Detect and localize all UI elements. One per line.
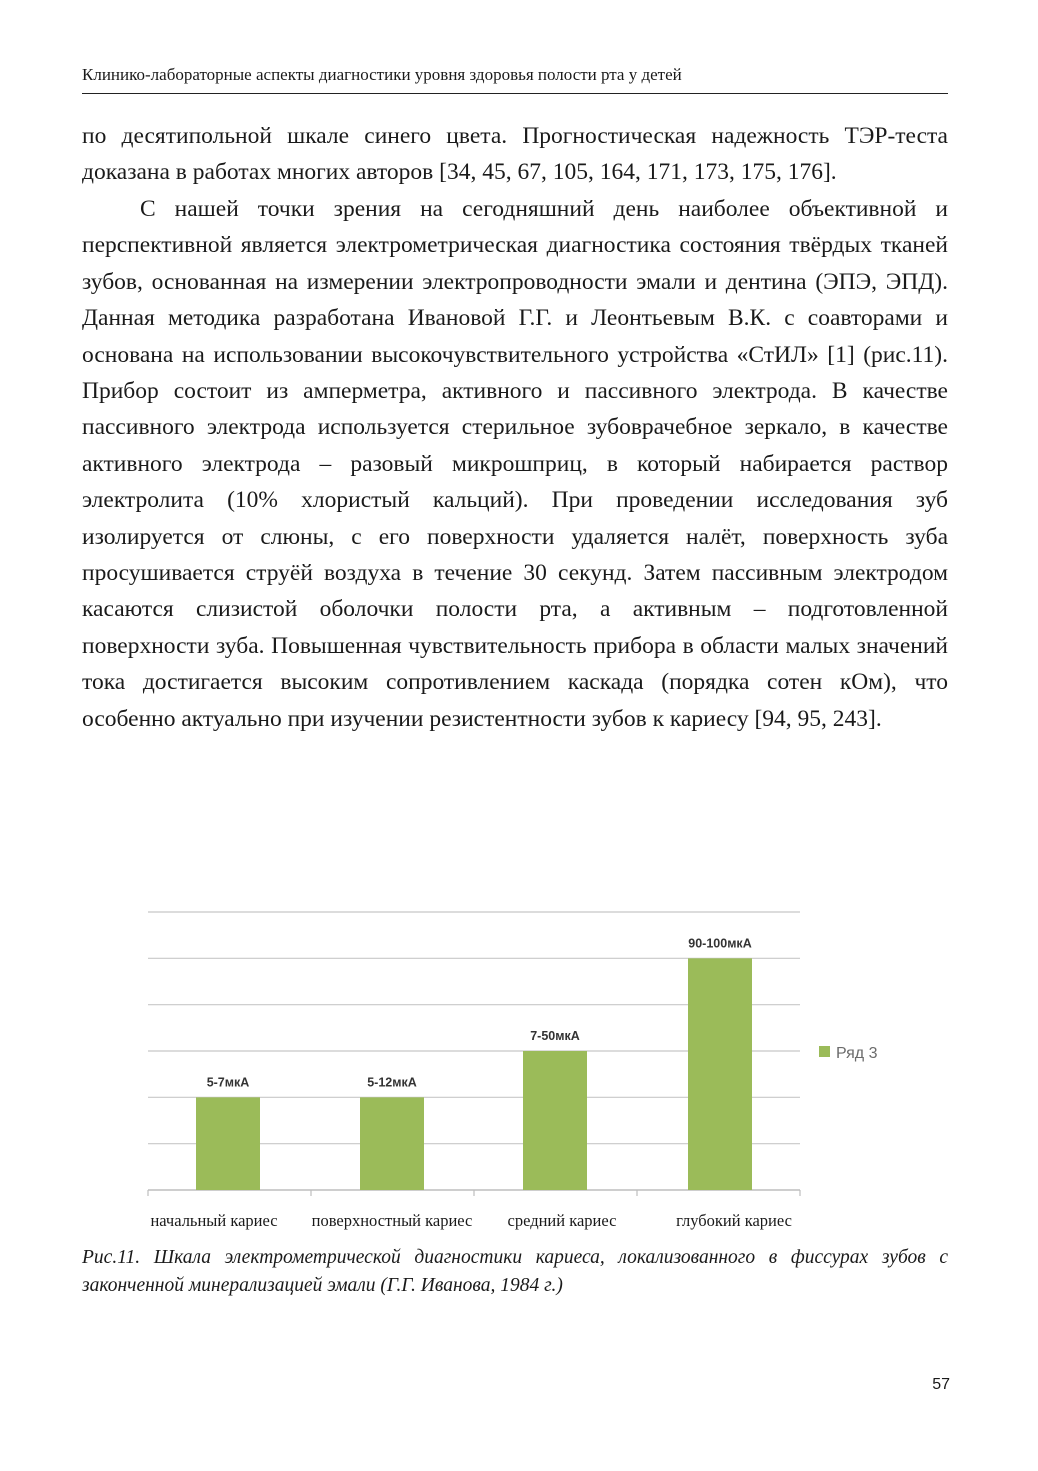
- bar: [688, 958, 752, 1190]
- data-label: 7-50мкА: [530, 1029, 580, 1043]
- page-number: 57: [932, 1376, 950, 1393]
- category-label: начальный кариес: [150, 1211, 278, 1230]
- figure-caption: Рис.11. Шкала электрометрической диагностики кариеса, локализованного в фиссурах зубов с законченной минерализацией эмали (Г.Г. Иванова, 1984 г.): [82, 1247, 948, 1296]
- data-label: 5-7мкА: [206, 1075, 250, 1090]
- category-label: глубокий кариес: [676, 1211, 792, 1230]
- data-label: 5-12мкА: [367, 1075, 417, 1090]
- bar: [196, 1097, 260, 1190]
- running-head: Клинико-лабораторные аспекты диагностики уровня здоровья полости рта у детей: [82, 64, 948, 94]
- category-label: поверхностный кариес: [311, 1211, 473, 1230]
- legend-label: Ряд 3: [836, 1045, 878, 1062]
- legend-swatch: [819, 1046, 830, 1057]
- bar: [523, 1051, 587, 1190]
- body-paragraph-2: С нашей точки зрения на сегодняшний день наиболее объективной и перспективной является электрометрическая диагностика состояния твёрдых тканей зубов, основанная на измерении электропроводности эмали и дентина (ЭПЭ, ЭПД). Данная методика разработана Ивановой Г.Г. и Леонтьевым В.К. с соавторами и основана на использовании высокочувствительного устройства «СтИЛ» [1] (рис.11). Прибор состоит из амперметра, активного и пассивного электрода. В качестве пассивного электрода используется стерильное зубоврачебное зеркало, в качестве активного электрода – разовый микрошприц, в который набирается раствор электролита (10% хлористый кальций). При проведении исследования зуб изолируется от слюны, с его поверхности удаляется налёт, поверхность зуба просушивается струёй воздуха в течение 30 секунд. Затем пассивным электродом касаются слизистой оболочки полости рта, а активным – подготовленной поверхности зуба. Повышенная чувствительность прибора в области малых значений тока достигается высоким сопротивлением каскада (порядка сотен кОм), что особенно актуально при изучении резистентности зубов к кариесу [94, 95, 243].: [82, 196, 948, 732]
- body-paragraph-1: по десятипольной шкале синего цвета. Прогностическая надежность ТЭР-теста доказана в работах многих авторов [34, 45, 67, 105, 164, 171, 173, 175, 176].: [82, 123, 948, 186]
- category-label: средний кариес: [507, 1211, 617, 1230]
- bar: [360, 1097, 424, 1190]
- data-label: 90-100мкА: [688, 936, 752, 951]
